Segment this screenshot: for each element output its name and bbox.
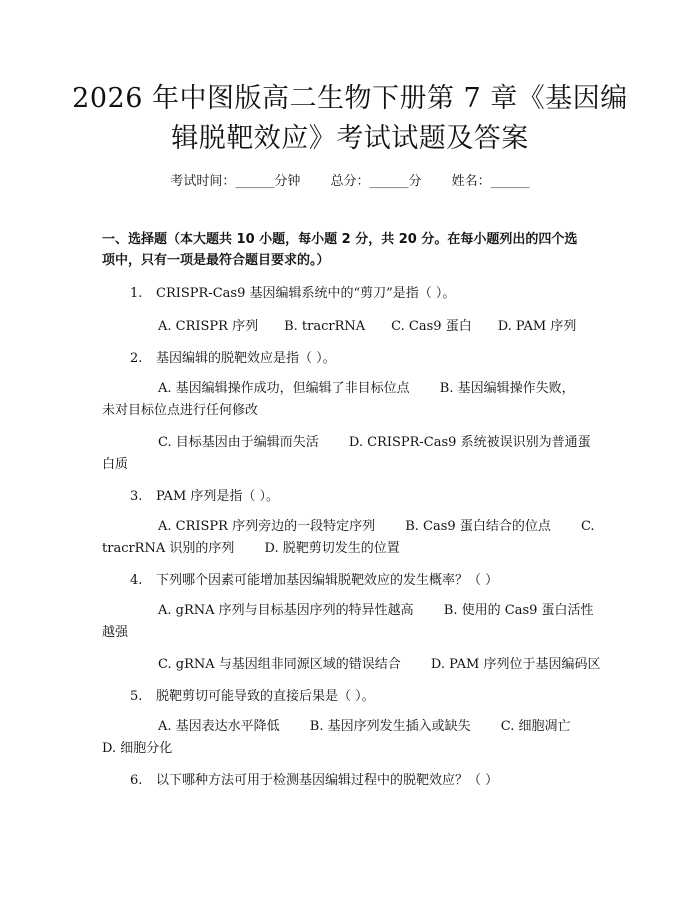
question-number: 3. [130, 489, 143, 504]
exam-score: 总分：______分 [330, 174, 422, 189]
option-c: C. Cas9 蛋白 [391, 319, 472, 334]
question-text: CRISPR-Cas9 基因编辑系统中的“剪刀”是指（ ）。 [156, 286, 456, 301]
question-number: 5. [130, 689, 143, 704]
section-heading-line-1: 一、选择题（本大题共 10 小题，每小题 2 分，共 20 分。在每小题列出的四个选 [102, 232, 578, 247]
question-number: 1. [130, 286, 143, 301]
question-text: 脱靶剪切可能导致的直接后果是（ ）。 [156, 689, 375, 704]
question-number: 2. [130, 351, 143, 366]
question-number: 4. [130, 573, 143, 588]
question-1 [130, 282, 610, 301]
question-5-options-line-1: A. 基因表达水平降低 B. 基因序列发生插入或缺失 C. 细胞凋亡 [158, 719, 571, 734]
exam-meta [0, 170, 700, 189]
exam-time: 考试时间：______分钟 [170, 174, 301, 189]
question-2-options-line-4: 白质 [102, 457, 129, 472]
option-b: B. tracrRNA [284, 319, 366, 334]
exam-name: 姓名：______ [451, 174, 530, 189]
question-2-options-line-3: C. 目标基因由于编辑而失活 D. CRISPR-Cas9 系统被误识别为普通蛋 [158, 435, 591, 450]
section-heading-line-2: 项中，只有一项是最符合题目要求的。） [102, 253, 330, 268]
question-2-options-line-2: 未对目标位点进行任何修改 [102, 403, 259, 418]
question-1-options [158, 315, 602, 334]
question-number: 6. [130, 773, 143, 788]
document-title-line-2: 辑脱靶效应》考试试题及答案 [171, 123, 529, 154]
question-6 [130, 769, 610, 788]
question-text: 基因编辑的脱靶效应是指（ ）。 [156, 351, 336, 366]
question-5 [130, 685, 610, 704]
question-2 [130, 347, 610, 366]
option-a: A. CRISPR 序列 [158, 319, 259, 334]
question-text: PAM 序列是指（ ）。 [156, 489, 280, 504]
question-text: 以下哪种方法可用于检测基因编辑过程中的脱靶效应？（ ） [156, 773, 499, 788]
question-4-options-line-2: 越强 [102, 625, 129, 640]
question-5-options-line-2: D. 细胞分化 [102, 741, 173, 756]
question-text: 下列哪个因素可能增加基因编辑脱靶效应的发生概率？（ ） [156, 573, 499, 588]
question-3 [130, 485, 610, 504]
question-3-options-line-2: tracrRNA 识别的序列 D. 脱靶剪切发生的位置 [102, 541, 400, 556]
question-4-options-line-3: C. gRNA 与基因组非同源区域的错误结合 D. PAM 序列位于基因编码区 [158, 657, 601, 672]
question-2-options-line-1: A. 基因编辑操作成功，但编辑了非目标位点 B. 基因编辑操作失败， [158, 381, 575, 396]
option-d: D. PAM 序列 [497, 319, 577, 334]
question-4-options-line-1: A. gRNA 序列与目标基因序列的特异性越高 B. 使用的 Cas9 蛋白活性 [158, 603, 594, 618]
document-title-line-1: 2026 年中图版高二生物下册第 7 章《基因编 [72, 83, 628, 114]
question-4 [130, 569, 610, 588]
question-3-options-line-1: A. CRISPR 序列旁边的一段特定序列 B. Cas9 蛋白结合的位点 C. [158, 519, 595, 534]
